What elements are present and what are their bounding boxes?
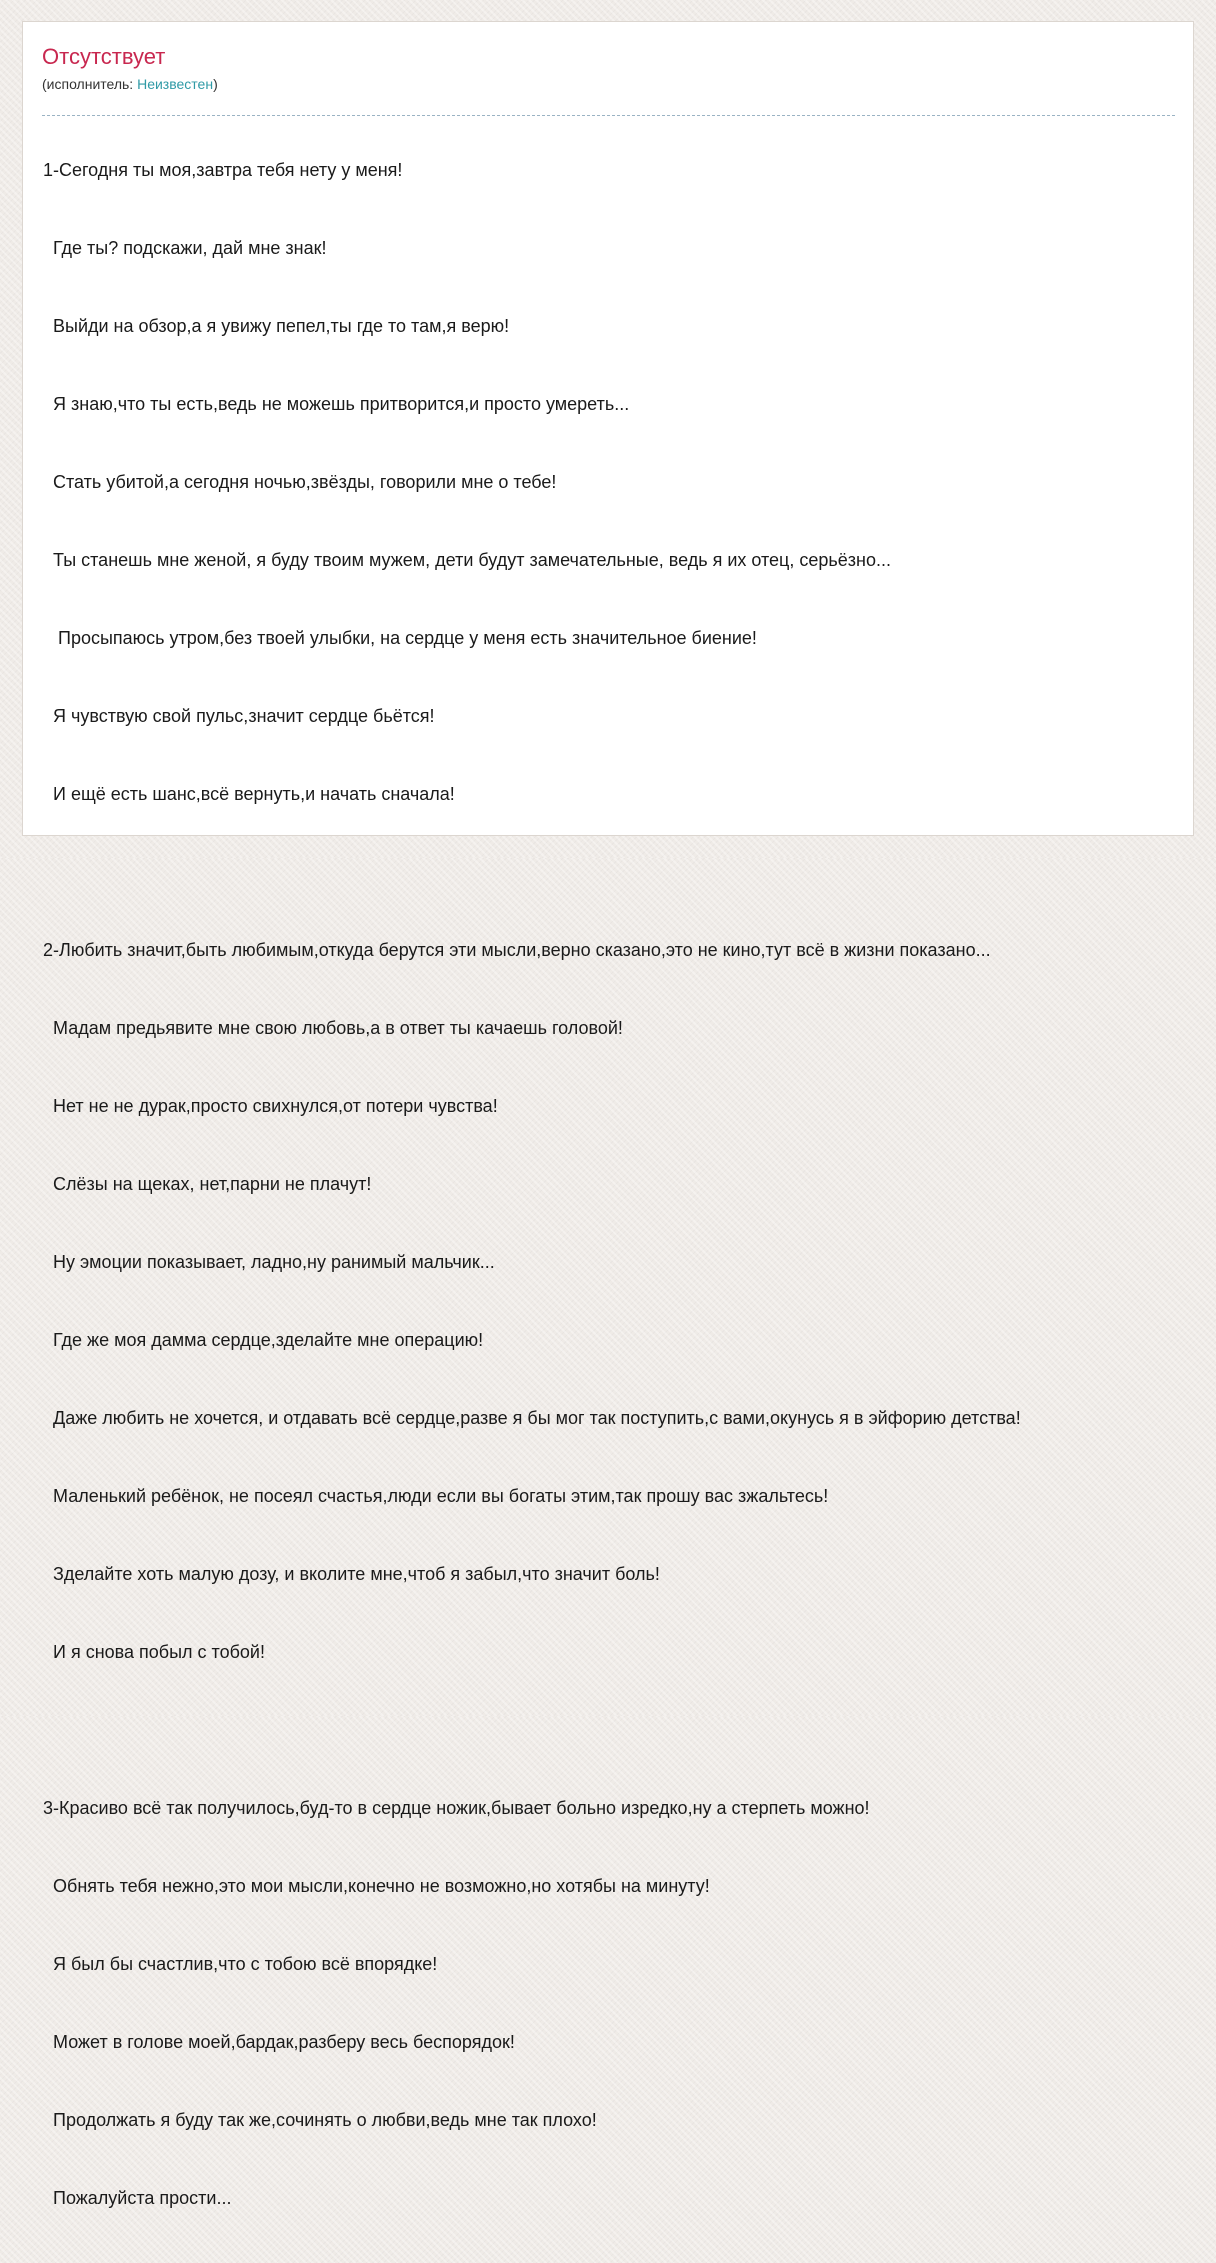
lyric-line: Слёзы на щеках, нет,парни не плачут! xyxy=(43,1174,372,1194)
lyrics-text xyxy=(43,105,1183,2263)
lyric-line: Стать убитой,а сегодня ночью,звёзды, говорили мне о тебе! xyxy=(43,472,557,492)
lyric-line: 3-Красиво всё так получилось,буд-то в сердце ножик,бывает больно изредко,ну а стерпеть можно! xyxy=(43,1798,870,1818)
artist-suffix: ) xyxy=(213,76,218,92)
lyrics-card xyxy=(22,21,1194,2208)
song-title: Отсутствует xyxy=(42,44,166,69)
stanza-break xyxy=(43,1717,1183,1743)
lyric-line: Маленький ребёнок, не посеял счастья,люди если вы богаты этим,так прошу вас зжальтесь! xyxy=(43,1486,829,1506)
lyric-line: 1-Сегодня ты моя,завтра тебя нету у меня! xyxy=(43,160,403,180)
artist-prefix: (исполнитель: xyxy=(42,76,138,92)
lyric-line: Ну эмоции показывает, ладно,ну ранимый мальчик... xyxy=(43,1252,495,1272)
artist-link[interactable]: Неизвестен xyxy=(137,76,214,92)
lyric-line: Нет не не дурак,просто свихнулся,от потери чувства! xyxy=(43,1096,498,1116)
lyric-line: Где же моя дамма сердце,зделайте мне операцию! xyxy=(43,1330,484,1350)
lyric-line: Обнять тебя нежно,это мои мысли,конечно не возможно,но хотябы на минуту! xyxy=(43,1876,710,1896)
lyric-line: Я был бы счастлив,что с тобою всё впорядке! xyxy=(43,1954,438,1974)
lyric-line: Я чувствую свой пульс,значит сердце бьётся! xyxy=(43,706,435,726)
lyric-line: Продолжать я буду так же,сочинять о любви,ведь мне так плохо! xyxy=(43,2110,597,2130)
lyric-line: 2-Любить значит,быть любимым,откуда берутся эти мысли,верно сказано,это не кино,тут всё в жизни показано... xyxy=(43,940,991,960)
lyric-line: Даже любить не хочется, и отдавать всё сердце,разве я бы мог так поступить,с вами,окунусь я в эйфорию детства! xyxy=(43,1408,1021,1428)
lyric-line: Мадам предьявите мне свою любовь,а в ответ ты качаешь головой! xyxy=(43,1018,623,1038)
lyric-line: Ты станешь мне женой, я буду твоим мужем, дети будут замечательные, ведь я их отец, серьёзно... xyxy=(43,550,891,570)
lyric-line: И ещё есть шанс,всё вернуть,и начать сначала! xyxy=(43,784,455,804)
stanza-break xyxy=(43,859,1183,885)
lyric-line: Зделайте хоть малую дозу, и вколите мне,чтоб я забыл,что значит боль! xyxy=(43,1564,660,1584)
artist-line xyxy=(42,75,218,93)
lyric-line: Выйди на обзор,а я увижу пепел,ты где то там,я верю! xyxy=(43,316,510,336)
lyric-line: И я снова побыл с тобой! xyxy=(43,1642,265,1662)
lyric-line: Пожалуйста прости... xyxy=(43,2188,232,2208)
lyric-line: Просыпаюсь утром,без твоей улыбки, на сердце у меня есть значительное биение! xyxy=(43,628,757,648)
lyric-line: Где ты? подскажи, дай мне знак! xyxy=(43,238,327,258)
lyric-line: Я знаю,что ты есть,ведь не можешь притворится,и просто умереть... xyxy=(43,394,630,414)
lyric-line: Может в голове моей,бардак,разберу весь беспорядок! xyxy=(43,2032,515,2052)
